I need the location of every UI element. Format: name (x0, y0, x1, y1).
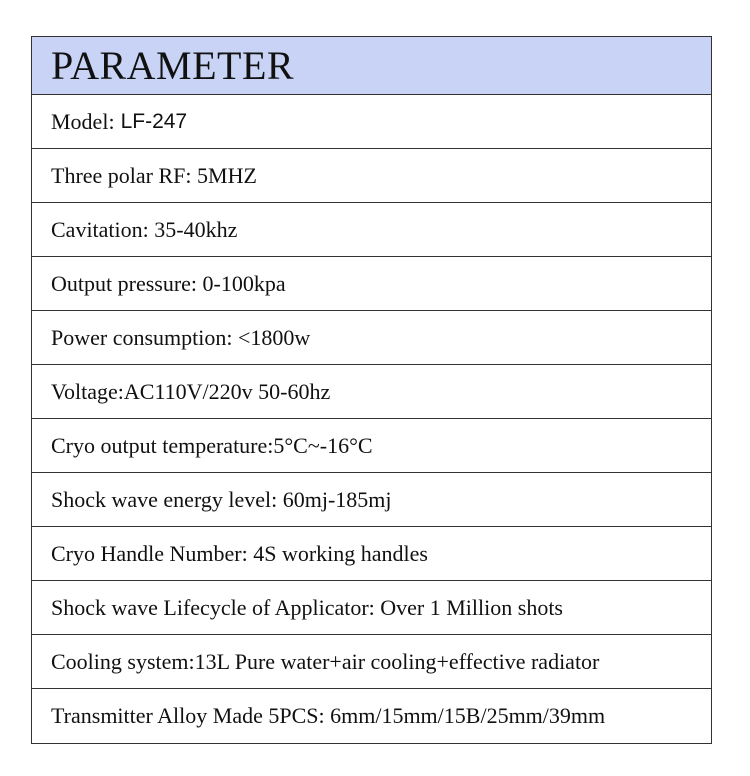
table-row (32, 419, 711, 473)
table-title: PARAMETER (51, 43, 295, 88)
row-text: Transmitter Alloy Made 5PCS: 6mm/15mm/15B/25mm/39mm (51, 703, 606, 728)
table-row (32, 365, 711, 419)
row-text: Cryo output temperature:5°C~-16°C (51, 432, 373, 458)
table-row (32, 473, 711, 527)
row-text: Three polar RF: 5MHZ (51, 162, 257, 188)
row-text: Shock wave Lifecycle of Applicator: Over 1 Million shots (51, 594, 563, 620)
row-text: Cavitation: 35-40khz (51, 216, 238, 242)
table-row (32, 635, 711, 689)
row-text: Shock wave energy level: 60mj-185mj (51, 486, 392, 512)
table-row (32, 257, 711, 311)
table-row (32, 311, 711, 365)
table-row (32, 527, 711, 581)
model-value: LF-247 (120, 109, 188, 133)
table-row (32, 581, 711, 635)
table-row (32, 689, 711, 743)
model-label: Model: (51, 108, 115, 134)
table-row-model (32, 95, 711, 149)
table-row (32, 149, 711, 203)
row-text: Voltage:AC110V/220v 50-60hz (51, 378, 331, 404)
parameter-table (31, 36, 712, 744)
row-text: Cooling system:13L Pure water+air cooling+effective radiator (51, 648, 600, 674)
table-header (32, 37, 711, 95)
table-row (32, 203, 711, 257)
row-text: Cryo Handle Number: 4S working handles (51, 540, 428, 566)
row-text: Power consumption: <1800w (51, 324, 311, 350)
row-text: Output pressure: 0-100kpa (51, 270, 286, 296)
